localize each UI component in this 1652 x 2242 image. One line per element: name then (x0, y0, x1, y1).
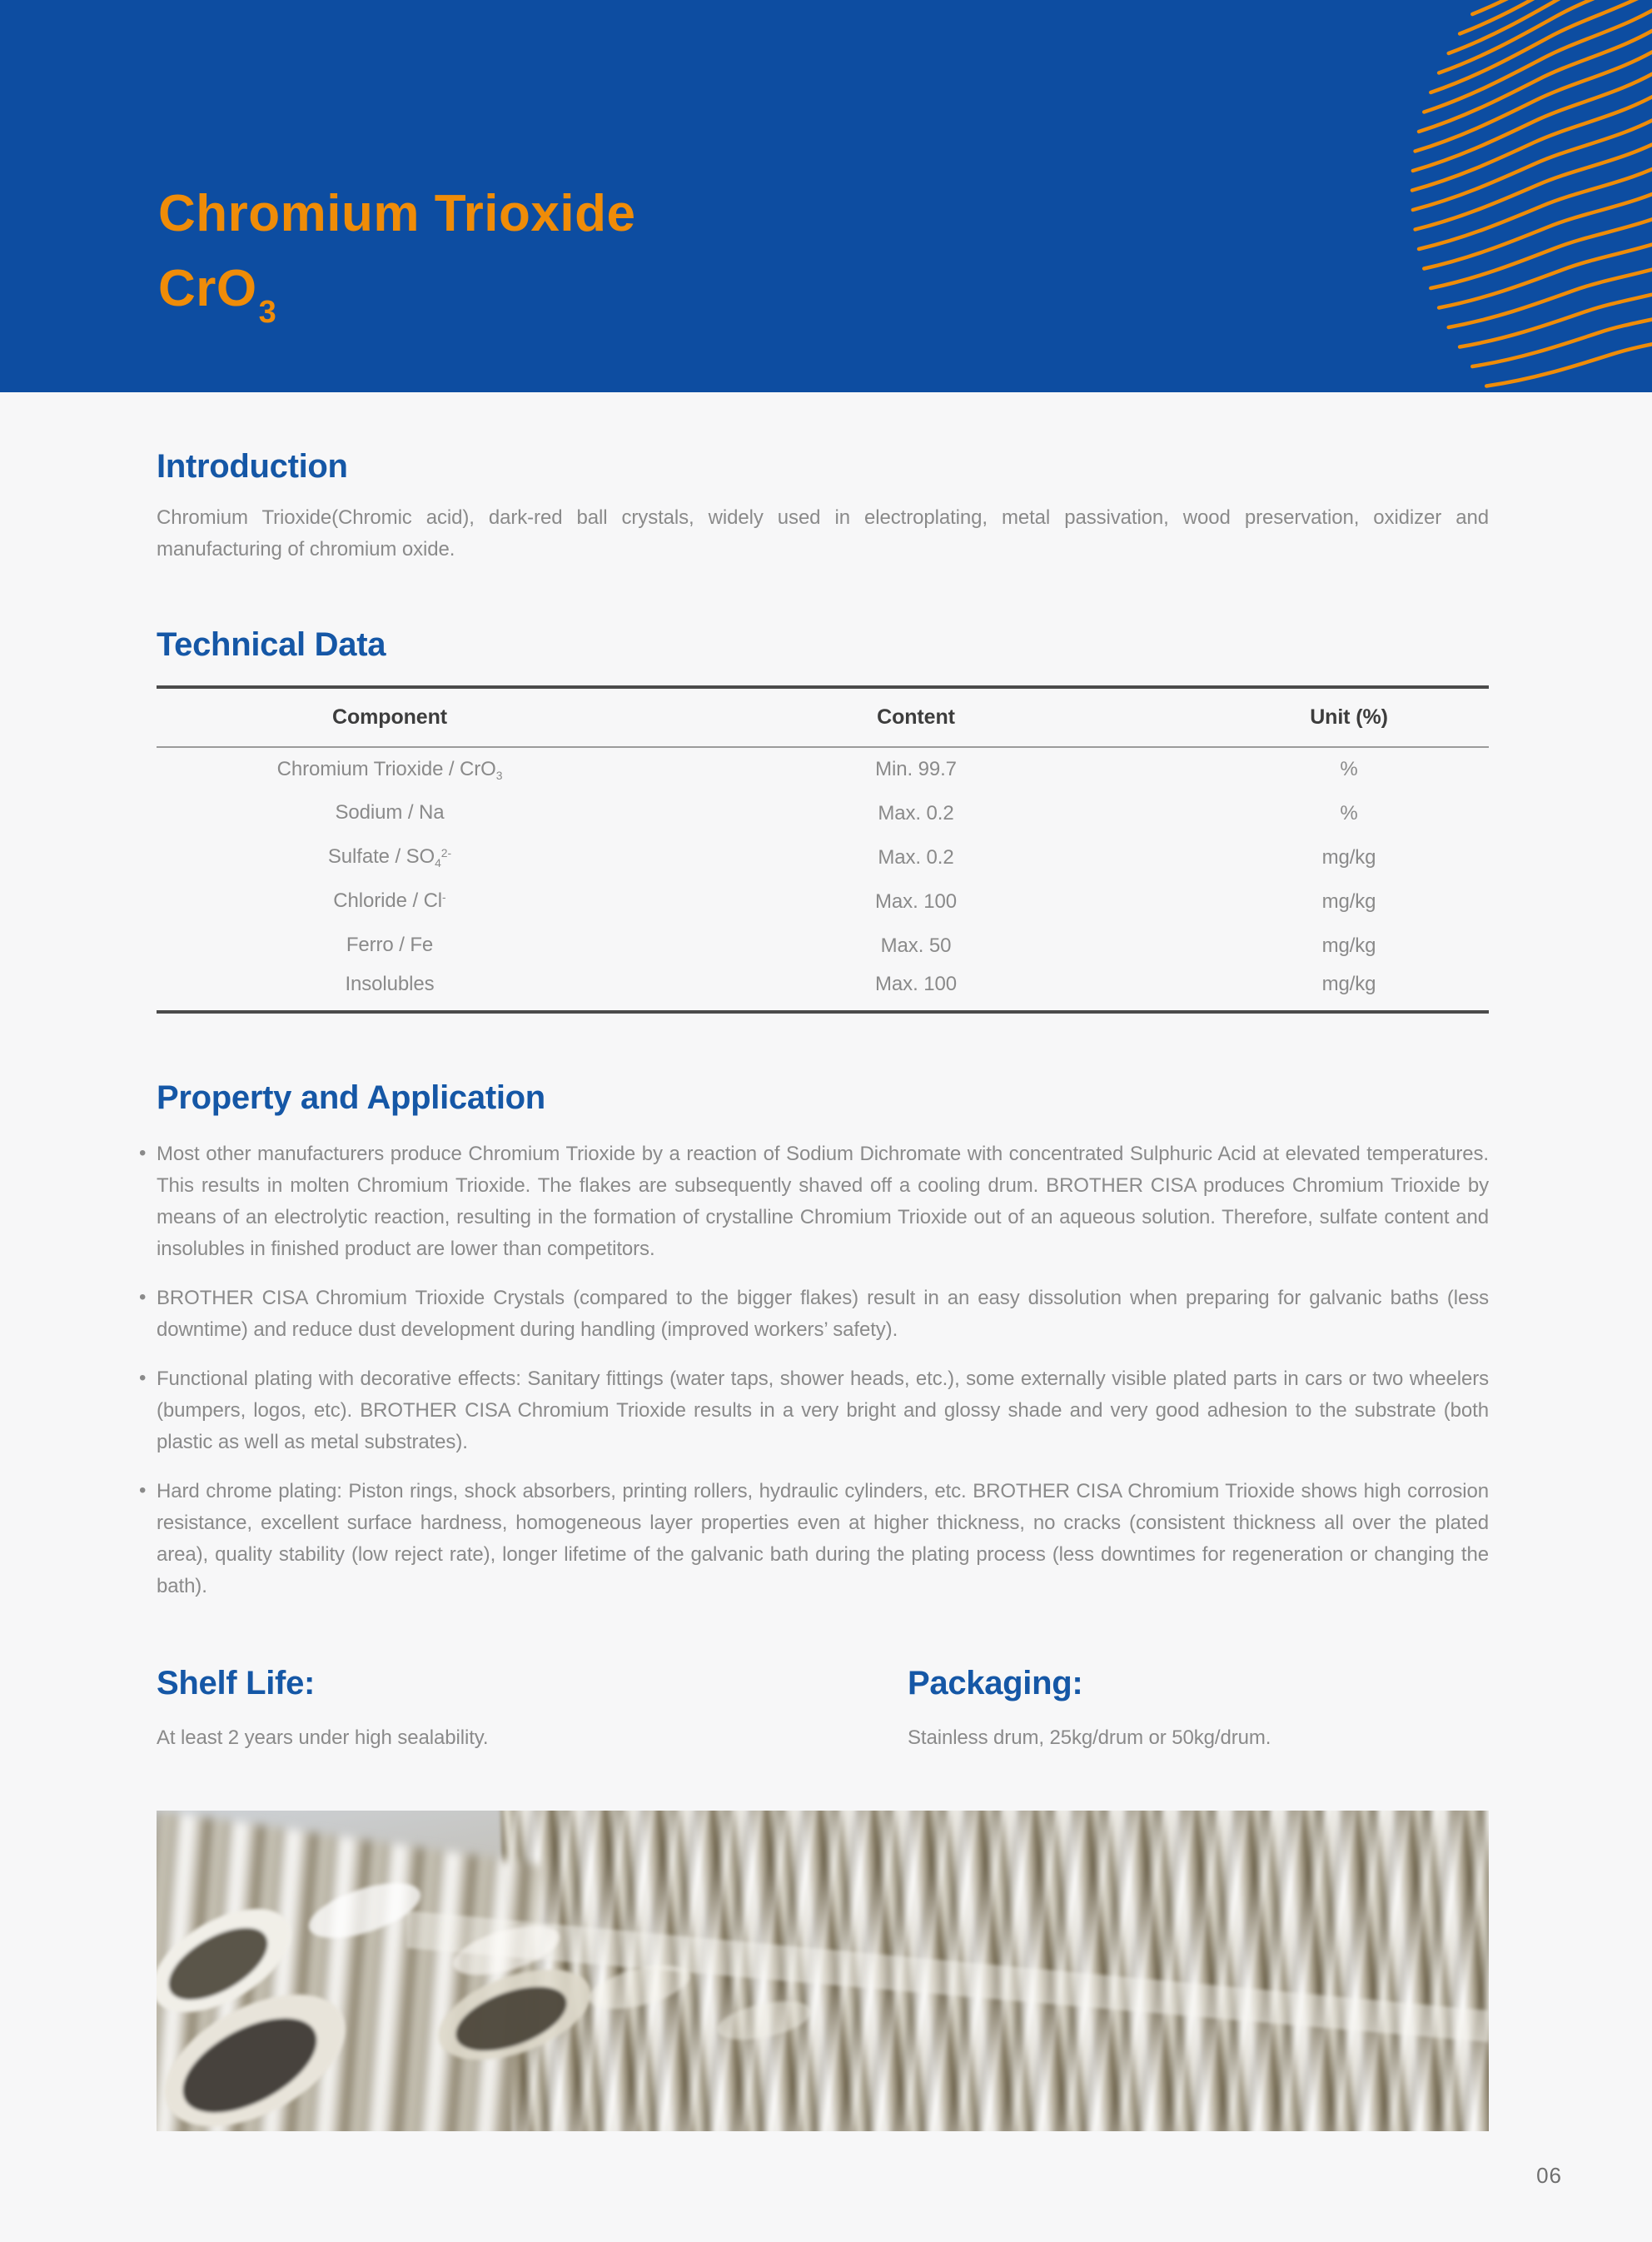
content-cell: Max. 100 (875, 973, 957, 995)
introduction-heading: Introduction (157, 448, 348, 485)
table-row (157, 879, 1489, 924)
component-name: Insolubles (345, 972, 435, 995)
formula-subscript: 3 (258, 295, 277, 330)
bullet-item: • BROTHER CISA Chromium Trioxide Crystals (compared to the bigger flakes) result in an easy dissolution when preparing for galvanic baths (less downtime) and reduce dust development during handling (improved workers’ safety). (139, 1283, 1489, 1346)
component-superscript: 2- (440, 846, 452, 860)
unit-cell: mg/kg (1321, 889, 1376, 913)
content-cell: Max. 50 (880, 934, 952, 957)
component-superscript: - (442, 890, 446, 904)
product-photo (157, 1811, 1489, 2131)
component-name: Chloride / Cl (333, 889, 443, 913)
column-header-unit: Unit (%) (1209, 687, 1489, 747)
unit-cell: % (1340, 758, 1358, 780)
content-cell: Max. 0.2 (878, 845, 954, 869)
introduction-text: Chromium Trioxide(Chromic acid), dark-red ball crystals, widely used in electroplating, metal passivation, wood preservation, oxidizer and manufacturing of chromium oxide. (157, 506, 1489, 560)
wave-decoration (1377, 0, 1652, 392)
section-property-application (157, 1079, 1489, 1602)
unit-cell: mg/kg (1321, 973, 1376, 995)
component-cell (157, 879, 623, 924)
header-band (0, 0, 1652, 392)
technical-data-heading: Technical Data (157, 626, 386, 663)
table-row (157, 924, 1489, 968)
table-row (157, 968, 1489, 1012)
content-cell: Max. 100 (875, 889, 957, 913)
property-application-heading: Property and Application (157, 1079, 545, 1116)
component-cell (157, 747, 623, 791)
component-name: Sodium / Na (335, 801, 445, 825)
table-row (157, 791, 1489, 835)
component-cell (157, 968, 623, 1012)
component-subscript: 3 (495, 768, 503, 782)
column-header-content: Content (623, 687, 1209, 747)
shelf-life-heading: Shelf Life: (157, 1665, 316, 1701)
formula-base: CrO (158, 260, 257, 317)
section-introduction (157, 447, 1489, 565)
component-cell (157, 791, 623, 835)
table-head (157, 687, 1489, 747)
technical-data-table (157, 685, 1489, 1014)
page-title: Chromium Trioxide (158, 185, 636, 242)
component-name: Ferro / Fe (346, 934, 434, 957)
shelf-life-text: At least 2 years under high sealability. (157, 1726, 489, 1749)
table-header-row (157, 687, 1489, 747)
wave-pattern-icon (1377, 0, 1652, 392)
component-subscript: 4 (435, 855, 441, 869)
table-row (157, 835, 1489, 879)
table-row (157, 747, 1489, 791)
content-cell: Max. 0.2 (878, 801, 954, 825)
column-header-component: Component (157, 687, 623, 747)
page-number: 06 (1536, 2163, 1562, 2188)
header-titles (158, 185, 636, 330)
component-name: Chromium Trioxide / CrO (276, 757, 496, 780)
bullet-item: • Functional plating with decorative effects: Sanitary fittings (water taps, shower heads, etc.), some externally visible plated parts in cars or two wheelers (bumpers, logos, etc). BROTHER CISA Chromium Trioxide results in a very bright and glossy shade and very good adhesion to the substrate (both plastic as well as metal substrates). (139, 1363, 1489, 1458)
unit-cell: mg/kg (1321, 934, 1376, 957)
shelf-life-block (157, 1664, 908, 1754)
chemical-formula (158, 260, 635, 330)
section-technical-data (157, 625, 1489, 1014)
table-body (157, 747, 1489, 1012)
component-name: Sulfate / SO (327, 845, 435, 869)
bullet-item: • Most other manufacturers produce Chromium Trioxide by a reaction of Sodium Dichromate with concentrated Sulphuric Acid at elevated temperatures. This results in molten Chromium Trioxide. The flakes are subsequently shaved off a cooling drum. BROTHER CISA produces Chromium Trioxide by means of an electrolytic reaction, resulting in the formation of crystalline Chromium Trioxide out of an aqueous solution. Therefore, sulfate content and insolubles in finished product are lower than competitors. (139, 1138, 1489, 1265)
section-shelf-packaging (157, 1664, 1489, 1754)
document-body (0, 447, 1652, 2189)
component-cell (157, 924, 623, 968)
bullet-item: • Hard chrome plating: Piston rings, shock absorbers, printing rollers, hydraulic cylinders, etc. BROTHER CISA Chromium Trioxide shows high corrosion resistance, excellent surface hardness, homogeneous layer properties even at higher thickness, no cracks (consistent thickness all over the plated area), quality stability (low reject rate), longer lifetime of the galvanic bath during the plating process (less downtimes for regeneration or changing the bath). (139, 1476, 1489, 1602)
component-cell (157, 835, 623, 879)
packaging-text: Stainless drum, 25kg/drum or 50kg/drum. (908, 1726, 1271, 1749)
packaging-block (908, 1664, 1489, 1754)
content-cell: Min. 99.7 (875, 758, 957, 780)
photo-graphic (157, 1811, 1489, 2131)
unit-cell: % (1340, 801, 1358, 825)
unit-cell: mg/kg (1321, 845, 1376, 869)
packaging-heading: Packaging: (908, 1665, 1083, 1701)
property-bullet-list (139, 1138, 1489, 1602)
